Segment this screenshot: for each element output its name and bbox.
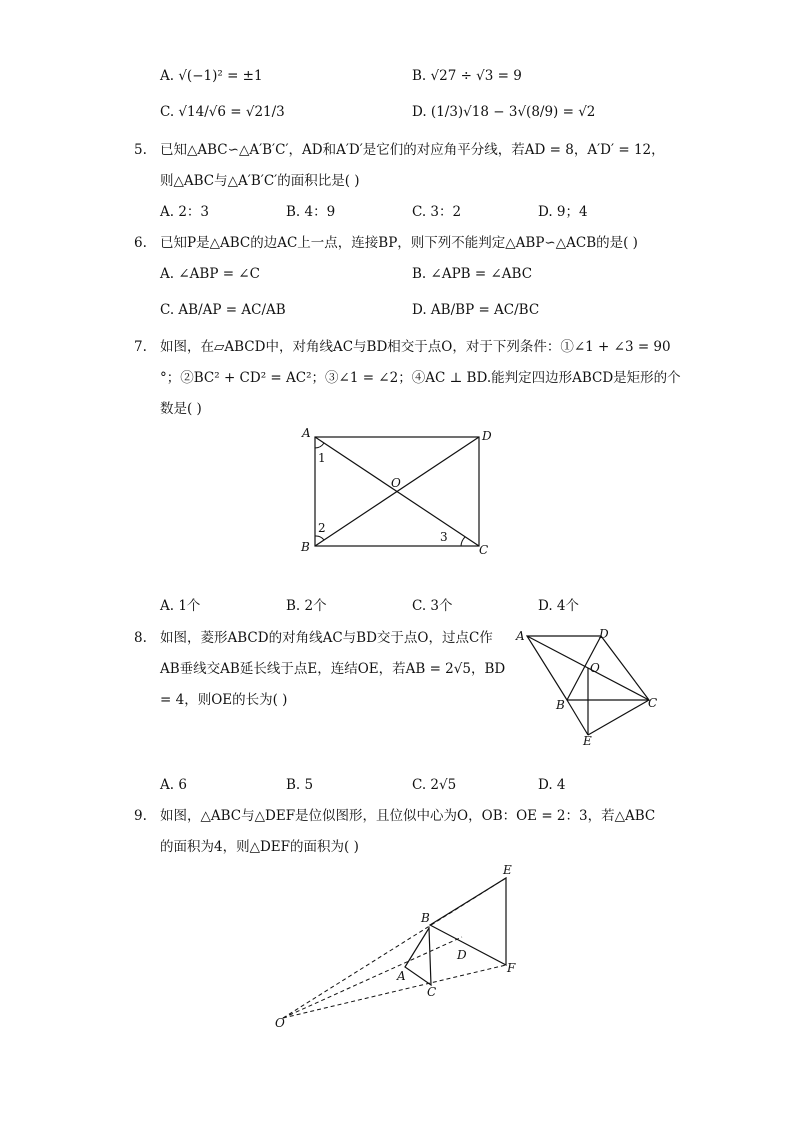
q8-number: 8. <box>134 630 147 646</box>
q5-number: 5. <box>134 142 147 158</box>
q8-option-a: A. 6 <box>160 777 187 793</box>
q8-label-b: B <box>556 698 565 712</box>
q8-option-b: B. 5 <box>286 777 314 793</box>
q4-option-a: A. √(−1)² = ±1 <box>160 68 263 84</box>
q5-option-d: D. 9；4 <box>538 204 588 220</box>
q5-stem-line2: 则△ABC与△A′B′C′的面积比是( ) <box>160 173 360 189</box>
q6-option-c: C. AB/AP = AC/AB <box>160 302 286 318</box>
q5-option-a: A. 2：3 <box>160 204 210 220</box>
q5-option-c: C. 3：2 <box>412 204 462 220</box>
q7-number: 7. <box>134 339 147 355</box>
q9-label-d: D <box>457 948 467 962</box>
q6-option-a: A. ∠ABP = ∠C <box>160 266 260 282</box>
q7-stem-line1: 如图，在▱ABCD中，对角线AC与BD相交于点O，对于下列条件：①∠1 + ∠3 = 90 <box>160 339 671 355</box>
q7-label-d: D <box>482 429 492 443</box>
q8-rhombus-figure <box>510 622 665 747</box>
q6-option-d: D. AB/BP = AC/BC <box>412 302 540 318</box>
q9-label-o: O <box>275 1016 285 1030</box>
q7-angle-1: 1 <box>318 451 326 465</box>
q4-option-d: D. (1/3)√18 − 3√(8/9) = √2 <box>412 104 596 120</box>
q6-option-b: B. ∠APB = ∠ABC <box>412 266 533 282</box>
q4-option-b: B. √27 ÷ √3 = 9 <box>412 68 522 84</box>
q7-label-b: B <box>301 540 310 554</box>
q7-option-c: C. 3个 <box>412 598 453 614</box>
q8-stem-line3: = 4，则OE的长为( ) <box>160 692 288 708</box>
q9-number: 9. <box>134 808 147 824</box>
q8-label-c: C <box>648 696 658 710</box>
q8-option-c: C. 2√5 <box>412 777 457 793</box>
q7-rectangle-figure <box>295 420 505 565</box>
q5-option-b: B. 4：9 <box>286 204 336 220</box>
q9-stem-line1: 如图，△ABC与△DEF是位似图形，且位似中心为O，OB：OE = 2：3，若△ABC <box>160 808 656 824</box>
q9-stem-line2: 的面积为4，则△DEF的面积为( ) <box>160 839 359 855</box>
q8-label-e: E <box>583 734 592 747</box>
q8-label-a: A <box>516 629 525 643</box>
q4-option-c: C. √14/√6 = √21/3 <box>160 104 285 120</box>
q9-label-c: C <box>427 985 437 999</box>
q9-label-f: F <box>507 961 516 975</box>
q8-stem-line2: AB垂线交AB延长线于点E，连结OE，若AB = 2√5，BD <box>160 661 506 677</box>
q7-angle-3: 3 <box>440 530 448 544</box>
q7-label-o: O <box>391 476 401 490</box>
q7-stem-line3: 数是( ) <box>160 401 202 417</box>
q5-stem-line1: 已知△ABC∽△A′B′C′，AD和A′D′是它们的对应角平分线，若AD = 8，A′D′ = 12， <box>160 142 665 158</box>
q8-stem-line1: 如图，菱形ABCD的对角线AC与BD交于点O，过点C作 <box>160 630 493 646</box>
q7-label-a: A <box>302 426 311 440</box>
q7-label-c: C <box>479 543 489 557</box>
q7-option-b: B. 2个 <box>286 598 327 614</box>
q8-option-d: D. 4 <box>538 777 566 793</box>
q7-stem-line2: °；②BC² + CD² = AC²；③∠1 = ∠2；④AC ⊥ BD.能判定四边形ABCD是矩形的个 <box>160 370 681 386</box>
q7-option-d: D. 4个 <box>538 598 580 614</box>
q9-label-a: A <box>397 969 406 983</box>
q7-angle-2: 2 <box>318 521 326 535</box>
q6-number: 6. <box>134 235 147 251</box>
q9-label-b: B <box>421 911 430 925</box>
q8-label-o: O <box>590 661 600 675</box>
q8-label-d: D <box>599 627 609 641</box>
q9-homothety-figure <box>270 860 530 1035</box>
q7-option-a: A. 1个 <box>160 598 201 614</box>
q9-label-e: E <box>503 863 512 877</box>
q6-stem-line1: 已知P是△ABC的边AC上一点，连接BP，则下列不能判定△ABP∽△ACB的是( ) <box>160 235 638 251</box>
